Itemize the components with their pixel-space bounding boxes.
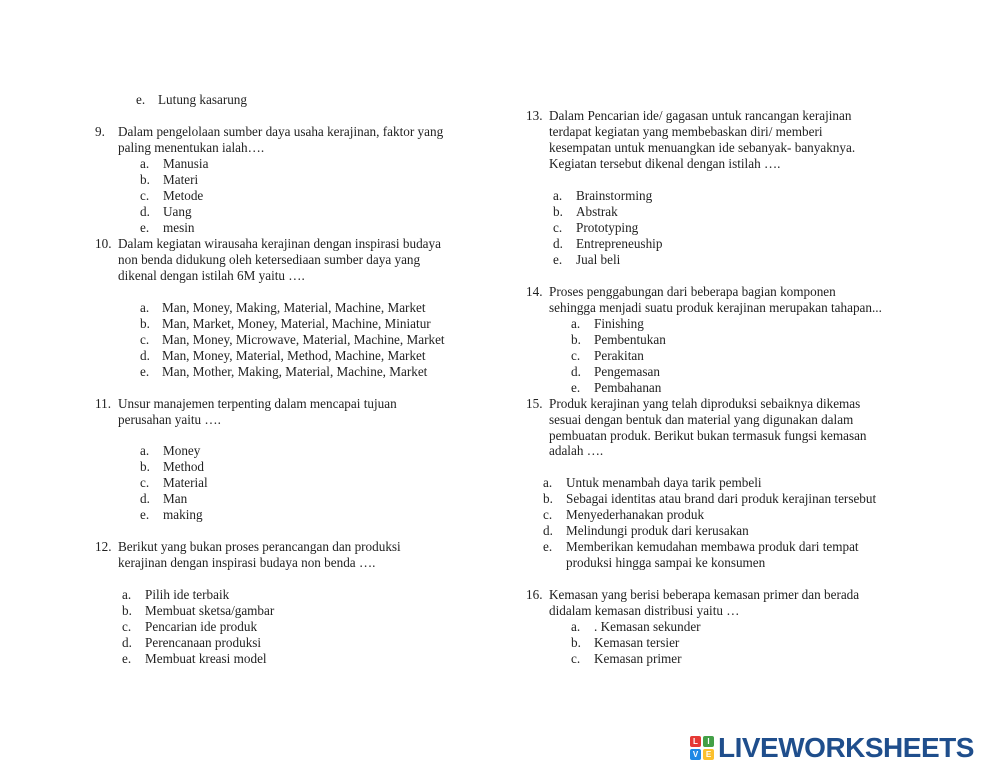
option-15a[interactable]: Untuk menambah daya tarik pembeli	[566, 475, 762, 490]
option-12d[interactable]: Perencanaan produksi	[145, 635, 262, 650]
option-letter: d.	[571, 364, 581, 379]
option-15b[interactable]: Sebagai identitas atau brand dari produk kerajinan tersebut	[566, 491, 877, 506]
option-16a[interactable]: . Kemasan sekunder	[594, 619, 701, 634]
option-13b[interactable]: Abstrak	[576, 204, 618, 219]
question-13-text: Kegiatan tersebut dikenal dengan istilah ….	[549, 156, 781, 171]
option-10d[interactable]: Man, Money, Material, Method, Machine, Market	[162, 348, 426, 363]
option-letter: d.	[122, 635, 132, 650]
option-9c[interactable]: Metode	[163, 188, 204, 203]
option-letter: e.	[543, 539, 553, 554]
option-letter: a.	[140, 443, 150, 458]
question-11-text: Unsur manajemen terpenting dalam mencapai tujuan	[118, 396, 397, 411]
option-letter: d.	[140, 348, 150, 363]
option-letter: b.	[571, 635, 581, 650]
option-letter: e.	[140, 220, 150, 235]
option-letter: b.	[140, 316, 150, 331]
question-15-text: adalah ….	[549, 443, 604, 458]
question-16-text: didalam kemasan distribusi yaitu …	[549, 603, 740, 618]
question-9-text: Dalam pengelolaan sumber daya usaha kerajinan, faktor yang	[118, 124, 444, 139]
question-12-number: 12.	[95, 539, 112, 554]
option-15e-continued[interactable]: produksi hingga sampai ke konsumen	[566, 555, 766, 570]
option-9b[interactable]: Materi	[163, 172, 199, 187]
question-15-text: sesuai dengan bentuk dan material yang digunakan dalam	[549, 412, 854, 427]
question-13-number: 13.	[526, 108, 543, 123]
option-14b[interactable]: Pembentukan	[594, 332, 666, 347]
option-10b[interactable]: Man, Market, Money, Material, Machine, Miniatur	[162, 316, 431, 331]
logo-text: LIVEWORKSHEETS	[718, 732, 974, 763]
option-11e[interactable]: making	[163, 507, 203, 522]
option-letter: b.	[122, 603, 132, 618]
question-11-text: perusahan yaitu ….	[118, 412, 221, 427]
question-12-text: kerajinan dengan inspirasi budaya non benda ….	[118, 555, 376, 570]
option-letter: a.	[140, 156, 150, 171]
option-letter: a.	[553, 188, 563, 203]
liveworksheets-logo-icon	[690, 736, 714, 760]
logo-tile: V	[690, 749, 701, 760]
option-14d[interactable]: Pengemasan	[594, 364, 660, 379]
option-letter: a.	[140, 300, 150, 315]
logo-tile: I	[703, 736, 714, 747]
option-11b[interactable]: Method	[163, 459, 205, 474]
question-10-text: non benda didukung oleh ketersediaan sumber daya yang	[118, 252, 421, 267]
question-14-number: 14.	[526, 284, 543, 299]
option-letter: b.	[553, 204, 563, 219]
option-letter: b.	[140, 459, 150, 474]
option-letter: a.	[571, 316, 581, 331]
option-11c[interactable]: Material	[163, 475, 208, 490]
option-letter: a.	[122, 587, 132, 602]
question-11-number: 11.	[95, 396, 111, 411]
option-letter: c.	[543, 507, 553, 522]
question-13-text: Dalam Pencarian ide/ gagasan untuk rancangan kerajinan	[549, 108, 852, 123]
option-10e[interactable]: Man, Mother, Making, Material, Machine, Market	[162, 364, 428, 379]
option-16c[interactable]: Kemasan primer	[594, 651, 682, 666]
question-10-number: 10.	[95, 236, 112, 251]
option-letter: c.	[140, 475, 150, 490]
option-letter: e.	[140, 507, 150, 522]
option-letter: e.	[140, 364, 150, 379]
prev-option-text: Lutung kasarung	[158, 92, 247, 107]
option-13e[interactable]: Jual beli	[576, 252, 621, 267]
question-9-text: paling menentukan ialah….	[118, 140, 265, 155]
question-15-text: pembuatan produk. Berikut bukan termasuk fungsi kemasan	[549, 428, 867, 443]
option-10c[interactable]: Man, Money, Microwave, Material, Machine, Market	[162, 332, 445, 347]
option-9d[interactable]: Uang	[163, 204, 192, 219]
question-10-text: dikenal dengan istilah 6M yaitu ….	[118, 268, 305, 283]
option-letter: d.	[140, 204, 150, 219]
option-14c[interactable]: Perakitan	[594, 348, 644, 363]
option-letter: a.	[571, 619, 581, 634]
question-13-text: terdapat kegiatan yang membebaskan diri/ memberi	[549, 124, 823, 139]
question-16-number: 16.	[526, 587, 543, 602]
option-15e[interactable]: Memberikan kemudahan membawa produk dari tempat	[566, 539, 859, 554]
option-9e[interactable]: mesin	[163, 220, 195, 235]
option-13c[interactable]: Prototyping	[576, 220, 639, 235]
option-10a[interactable]: Man, Money, Making, Material, Machine, Market	[162, 300, 426, 315]
option-letter: b.	[543, 491, 553, 506]
option-letter: c.	[140, 332, 150, 347]
option-12b[interactable]: Membuat sketsa/gambar	[145, 603, 275, 618]
option-letter: c.	[571, 348, 581, 363]
option-letter: e.	[553, 252, 563, 267]
option-14e[interactable]: Pembahanan	[594, 380, 662, 395]
option-letter: c.	[140, 188, 150, 203]
prev-option-letter: e.	[136, 92, 146, 107]
option-letter: a.	[543, 475, 553, 490]
liveworksheets-logo	[690, 732, 974, 764]
question-10-text: Dalam kegiatan wirausaha kerajinan dengan inspirasi budaya	[118, 236, 441, 251]
option-letter: e.	[122, 651, 132, 666]
option-letter: d.	[140, 491, 150, 506]
option-15d[interactable]: Melindungi produk dari kerusakan	[566, 523, 749, 538]
option-12c[interactable]: Pencarian ide produk	[145, 619, 258, 634]
option-letter: e.	[571, 380, 581, 395]
option-letter: b.	[140, 172, 150, 187]
option-13a[interactable]: Brainstorming	[576, 188, 653, 203]
logo-tile: L	[690, 736, 701, 747]
option-11a[interactable]: Money	[163, 443, 201, 458]
question-13-text: kesempatan untuk menuangkan ide sebanyak- banyaknya.	[549, 140, 856, 155]
question-12-text: Berikut yang bukan proses perancangan dan produksi	[118, 539, 401, 554]
option-12e[interactable]: Membuat kreasi model	[145, 651, 267, 666]
option-15c[interactable]: Menyederhanakan produk	[566, 507, 705, 522]
option-letter: b.	[571, 332, 581, 347]
option-14a[interactable]: Finishing	[594, 316, 644, 331]
option-16b[interactable]: Kemasan tersier	[594, 635, 680, 650]
option-12a[interactable]: Pilih ide terbaik	[145, 587, 230, 602]
question-14-text: sehingga menjadi suatu produk kerajinan merupakan tahapan...	[549, 300, 882, 315]
question-15-number: 15.	[526, 396, 543, 411]
question-15-text: Produk kerajinan yang telah diproduksi sebaiknya dikemas	[549, 396, 861, 411]
option-letter: c.	[553, 220, 563, 235]
option-9a[interactable]: Manusia	[163, 156, 209, 171]
option-letter: d.	[543, 523, 553, 538]
question-14-text: Proses penggabungan dari beberapa bagian komponen	[549, 284, 836, 299]
option-letter: d.	[553, 236, 563, 251]
logo-tile: E	[703, 749, 714, 760]
option-13d[interactable]: Entrepreneuship	[576, 236, 663, 251]
question-9-number: 9.	[95, 124, 105, 139]
option-letter: c.	[571, 651, 581, 666]
option-letter: c.	[122, 619, 132, 634]
question-16-text: Kemasan yang berisi beberapa kemasan primer dan berada	[549, 587, 860, 602]
option-11d[interactable]: Man	[163, 491, 188, 506]
